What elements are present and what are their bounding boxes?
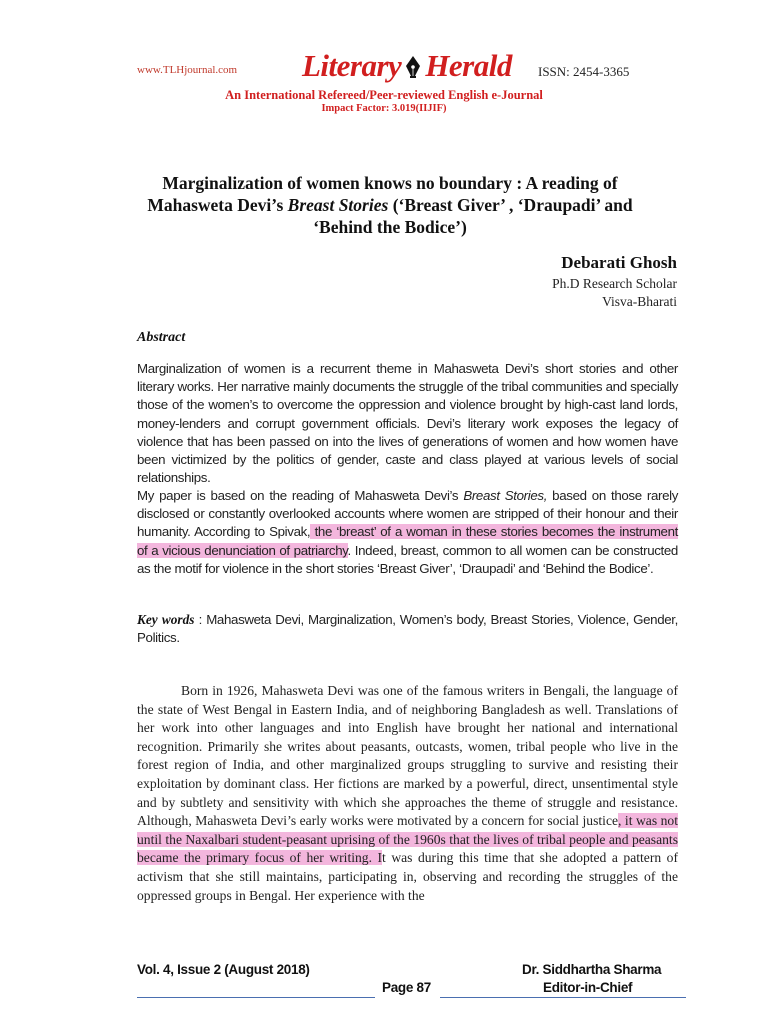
abstract-heading: Abstract xyxy=(137,330,186,345)
body-paragraph-1 xyxy=(137,682,678,905)
footer-rule-right xyxy=(440,997,686,998)
author-role: Ph.D Research Scholar xyxy=(552,276,677,291)
abstract-highlight: the ‘breast’ of a woman in these stories becomes the instrument of a vicious denunciation of patriarchy xyxy=(137,524,678,558)
footer-volume: Vol. 4, Issue 2 (August 2018) xyxy=(137,962,310,977)
abstract-p2-part-a: My paper is based on the reading of Mahasweta Devi’s xyxy=(137,488,464,503)
footer-rule-left xyxy=(137,997,375,998)
abstract-paragraph-1: Marginalization of women is a recurrent theme in Mahasweta Devi’s short stories and other literary works. Her narrative mainly documents the struggle of the tribal communities and specially those of the women’s to overcome the oppression and violence brought by high-cast land lords, money-lenders and corrupt government officials. Devi’s literary work exposes the legacy of violence that has been passed on into the lives of generations of women and how women have been victimized by the politics of gender, caste and class played at various levels of social relationships. xyxy=(137,361,678,486)
body-p1-part-b: t was during this time that she adopted a pattern of activism that she still maintains, participating in, observing and recording the struggles of the oppressed groups in Bengal. Her experience with the xyxy=(137,850,678,903)
issn-number: ISSN: 2454-3365 xyxy=(538,64,630,79)
body-highlight: , it was not until the Naxalbari student-peasant uprising of the 1960s that the lives of tribal people and peasants became the primary focus of her writing. I xyxy=(137,813,678,866)
abstract-p2-part-b: based on those rarely disclosed or constantly overlooked accounts where women are stripped of their honour and their humanity. According to Spivak, xyxy=(137,488,679,540)
abstract-paragraph-2 xyxy=(137,487,678,578)
author-name: Debarati Ghosh xyxy=(561,253,677,272)
title-line-2-post: (‘Breast Giver’ , ‘Draupadi’ and xyxy=(388,195,633,215)
article-title xyxy=(130,172,650,238)
title-line-2 xyxy=(130,194,650,216)
journal-subtitle: An International Refereed/Peer-reviewed English e-Journal xyxy=(225,88,543,102)
impact-factor: Impact Factor: 3.019(IIJIF) xyxy=(321,103,447,114)
footer-editor: Dr. Siddhartha Sharma xyxy=(522,962,662,977)
keywords-text: : Mahasweta Devi, Marginalization, Women’s body, Breast Stories, Violence, Gender, Politics. xyxy=(137,612,678,646)
keywords xyxy=(137,611,678,647)
footer-page-number: Page 87 xyxy=(382,980,431,995)
footer-editor-role: Editor-in-Chief xyxy=(543,980,633,995)
abstract-p2-part-c: . Indeed, breast, common to all women can be constructed as the motif for violence in the short stories ‘Breast Giver’, ‘Draupadi’ and ‘Behind the Bodice’. xyxy=(137,542,678,576)
title-line-2-pre: Mahasweta Devi’s xyxy=(147,195,288,215)
title-line-2-italic: Breast Stories xyxy=(287,195,389,215)
journal-logo xyxy=(302,48,512,84)
keywords-label: Key words xyxy=(137,612,195,627)
title-line-3: ‘Behind the Bodice’) xyxy=(313,217,467,237)
abstract-p2-italic: Breast Stories, xyxy=(463,488,548,503)
logo-left-text: Literary xyxy=(302,48,402,83)
site-url[interactable]: www.TLHjournal.com xyxy=(137,64,238,76)
author-institution: Visva-Bharati xyxy=(602,294,677,309)
logo-right-text: Herald xyxy=(425,48,512,83)
body-p1-part-a: Born in 1926, Mahasweta Devi was one of the famous writers in Bengali, the language of the state of West Bengal in Eastern India, and of neighboring Bangladesh as well. Translations of her work into other languages and into English have brought her national and international recognition. Primarily she writes about peasants, outcasts, women, tribal people who live in the forest region of India, and other marginalized groups struggling to survive and resisting their exploitation by dominant class. Her fictions are marked by a powerful, direct, unsentimental style and by subtlety and sensitivity with which she approaches the theme of struggle and resistance. Although, Mahasweta Devi’s early works were motivated by a concern for social justice xyxy=(137,683,678,829)
title-line-1: Marginalization of women knows no boundary : A reading of xyxy=(162,173,618,193)
pen-nib-icon xyxy=(405,50,421,72)
